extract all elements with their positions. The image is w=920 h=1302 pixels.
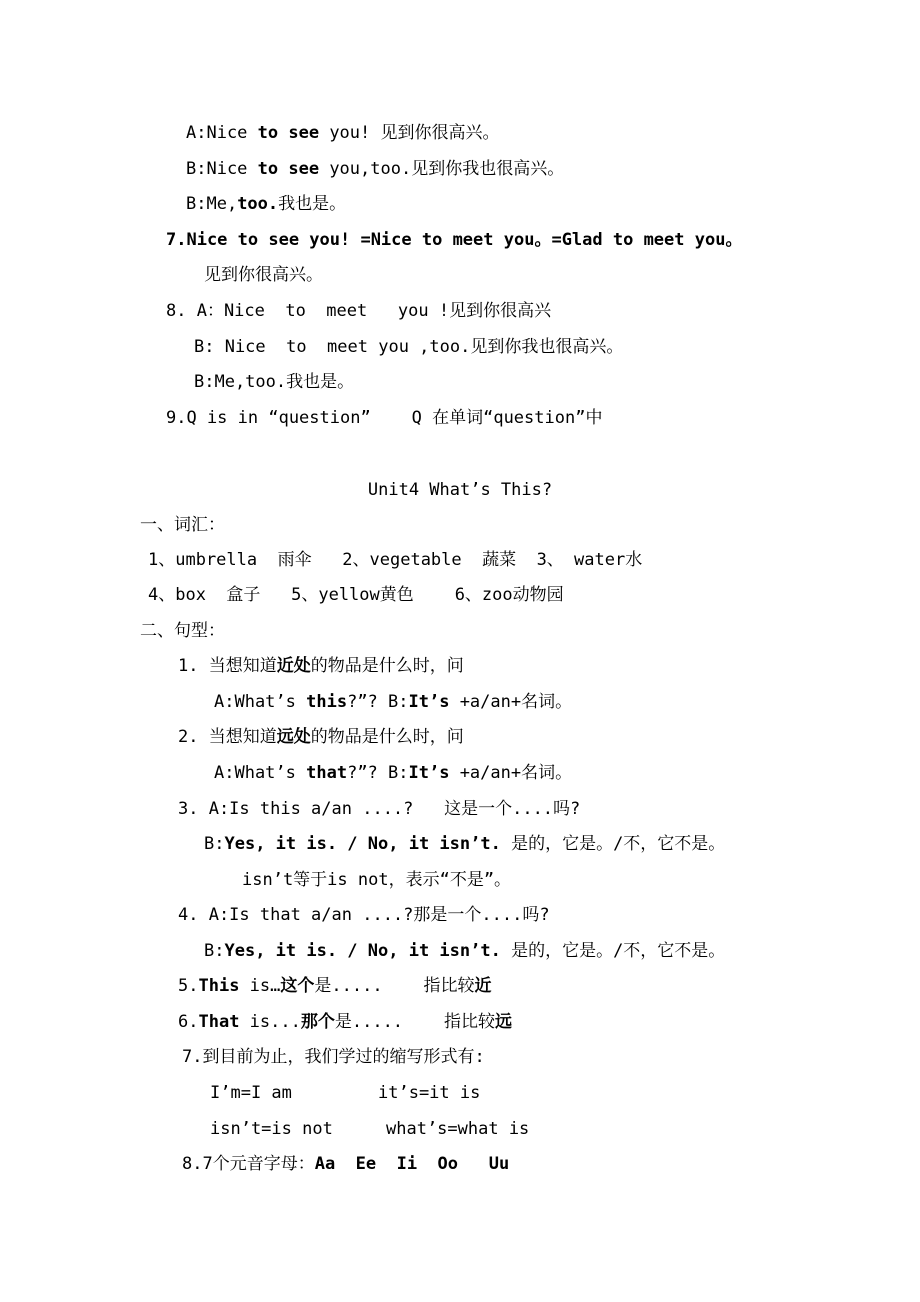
pattern-5 [178, 975, 492, 997]
text: 是..... 指比较 [314, 976, 475, 996]
bold-text: too. [237, 194, 279, 214]
text: 1. 当想知道 [178, 656, 277, 676]
item-8-c: B:Me,too.我也是。 [194, 372, 355, 392]
pattern-3: 3. A:Is this a/an ....? 这是一个....吗? [178, 799, 581, 819]
text: +a/an+名词。 [449, 763, 573, 783]
bold-text: Yes, it is. / No, it isn’t. [224, 941, 501, 961]
pattern-4: 4. A:Is that a/an ....?那是一个....吗? [178, 905, 550, 925]
unit-title: Unit4 What’s This? [367, 480, 553, 500]
text: 8.7个元音字母： [182, 1154, 315, 1174]
text: B:Nice [186, 159, 258, 179]
dialogue-line-2 [186, 158, 564, 180]
pattern-4-answer [204, 940, 725, 962]
text: ?”? B: [347, 692, 409, 712]
pattern-6 [178, 1011, 512, 1033]
text: 6. [178, 1012, 199, 1032]
text: 是的，它是。/不，它不是。 [500, 941, 726, 961]
item-9: 9.Q is in “question” Q 在单词“question”中 [166, 408, 603, 428]
abbreviation-im: I’m=I am [210, 1083, 292, 1103]
pattern-3-note: isn’t等于is not，表示“不是”。 [242, 870, 512, 890]
text: you,too.见到你我也很高兴。 [319, 159, 565, 179]
text: A:What’s [214, 763, 307, 783]
text: 我也是。 [278, 194, 347, 214]
text: 5. [178, 976, 199, 996]
bold-text: Yes, it is. / No, it isn’t. [224, 834, 501, 854]
text: 的物品是什么时，问 [310, 656, 464, 676]
pattern-7: 7.到目前为止，我们学过的缩写形式有: [182, 1047, 485, 1067]
pattern-2 [178, 726, 464, 748]
vocab-heading: 一、词汇： [140, 515, 225, 535]
text: A:What’s [214, 692, 307, 712]
pattern-3-answer [204, 833, 725, 855]
bold-text: 近 [474, 976, 492, 996]
bold-text: It’s [408, 763, 450, 783]
bold-text: 近处 [276, 656, 311, 676]
item-8-b: B: Nice to meet you ,too.见到你我也很高兴。 [194, 337, 624, 357]
abbreviation-its: it’s=it is [378, 1083, 481, 1103]
item-7-translation: 见到你很高兴。 [204, 265, 323, 285]
text: ?”? B: [347, 763, 409, 783]
text: is… [239, 976, 281, 996]
bold-text: this [306, 692, 348, 712]
bold-text: 远 [494, 1012, 512, 1032]
bold-text: 这个 [280, 976, 315, 996]
text: B: [204, 834, 225, 854]
bold-text: to see [257, 159, 320, 179]
pattern-1 [178, 655, 464, 677]
text: B:Me, [186, 194, 238, 214]
bold-text: to see [257, 123, 320, 143]
dialogue-line-1 [186, 122, 500, 144]
bold-text: That [198, 1012, 240, 1032]
bold-text: 那个 [300, 1012, 335, 1032]
bold-text: This [198, 976, 240, 996]
text: 的物品是什么时，问 [310, 727, 464, 747]
text: you! 见到你很高兴。 [319, 123, 500, 143]
abbreviation-isnt: isn’t=is not [210, 1119, 333, 1139]
item-7: 7.Nice to see you! =Nice to meet you。=Glad to meet you。 [166, 230, 743, 250]
item-8-a: 8. A：Nice to meet you !见到你很高兴 [166, 301, 552, 321]
pattern-8 [182, 1153, 509, 1175]
patterns-heading: 二、句型： [140, 621, 225, 641]
bold-text: 远处 [276, 727, 311, 747]
pattern-2-example [214, 762, 572, 784]
bold-text: It’s [408, 692, 450, 712]
vocab-line-1: 1、umbrella 雨伞 2、vegetable 蔬菜 3、 water水 [148, 550, 643, 570]
text: is... [239, 1012, 301, 1032]
text: 是的，它是。/不，它不是。 [500, 834, 726, 854]
abbreviation-whats: what’s=what is [386, 1119, 530, 1139]
text: A:Nice [186, 123, 258, 143]
pattern-1-example [214, 691, 572, 713]
dialogue-line-3 [186, 193, 346, 215]
text: 2. 当想知道 [178, 727, 277, 747]
text: B: [204, 941, 225, 961]
text: +a/an+名词。 [449, 692, 573, 712]
bold-text: Aa Ee Ii Oo Uu [314, 1154, 510, 1174]
text: 是..... 指比较 [334, 1012, 495, 1032]
vocab-line-2: 4、box 盒子 5、yellow黄色 6、zoo动物园 [148, 585, 564, 605]
bold-text: that [306, 763, 348, 783]
